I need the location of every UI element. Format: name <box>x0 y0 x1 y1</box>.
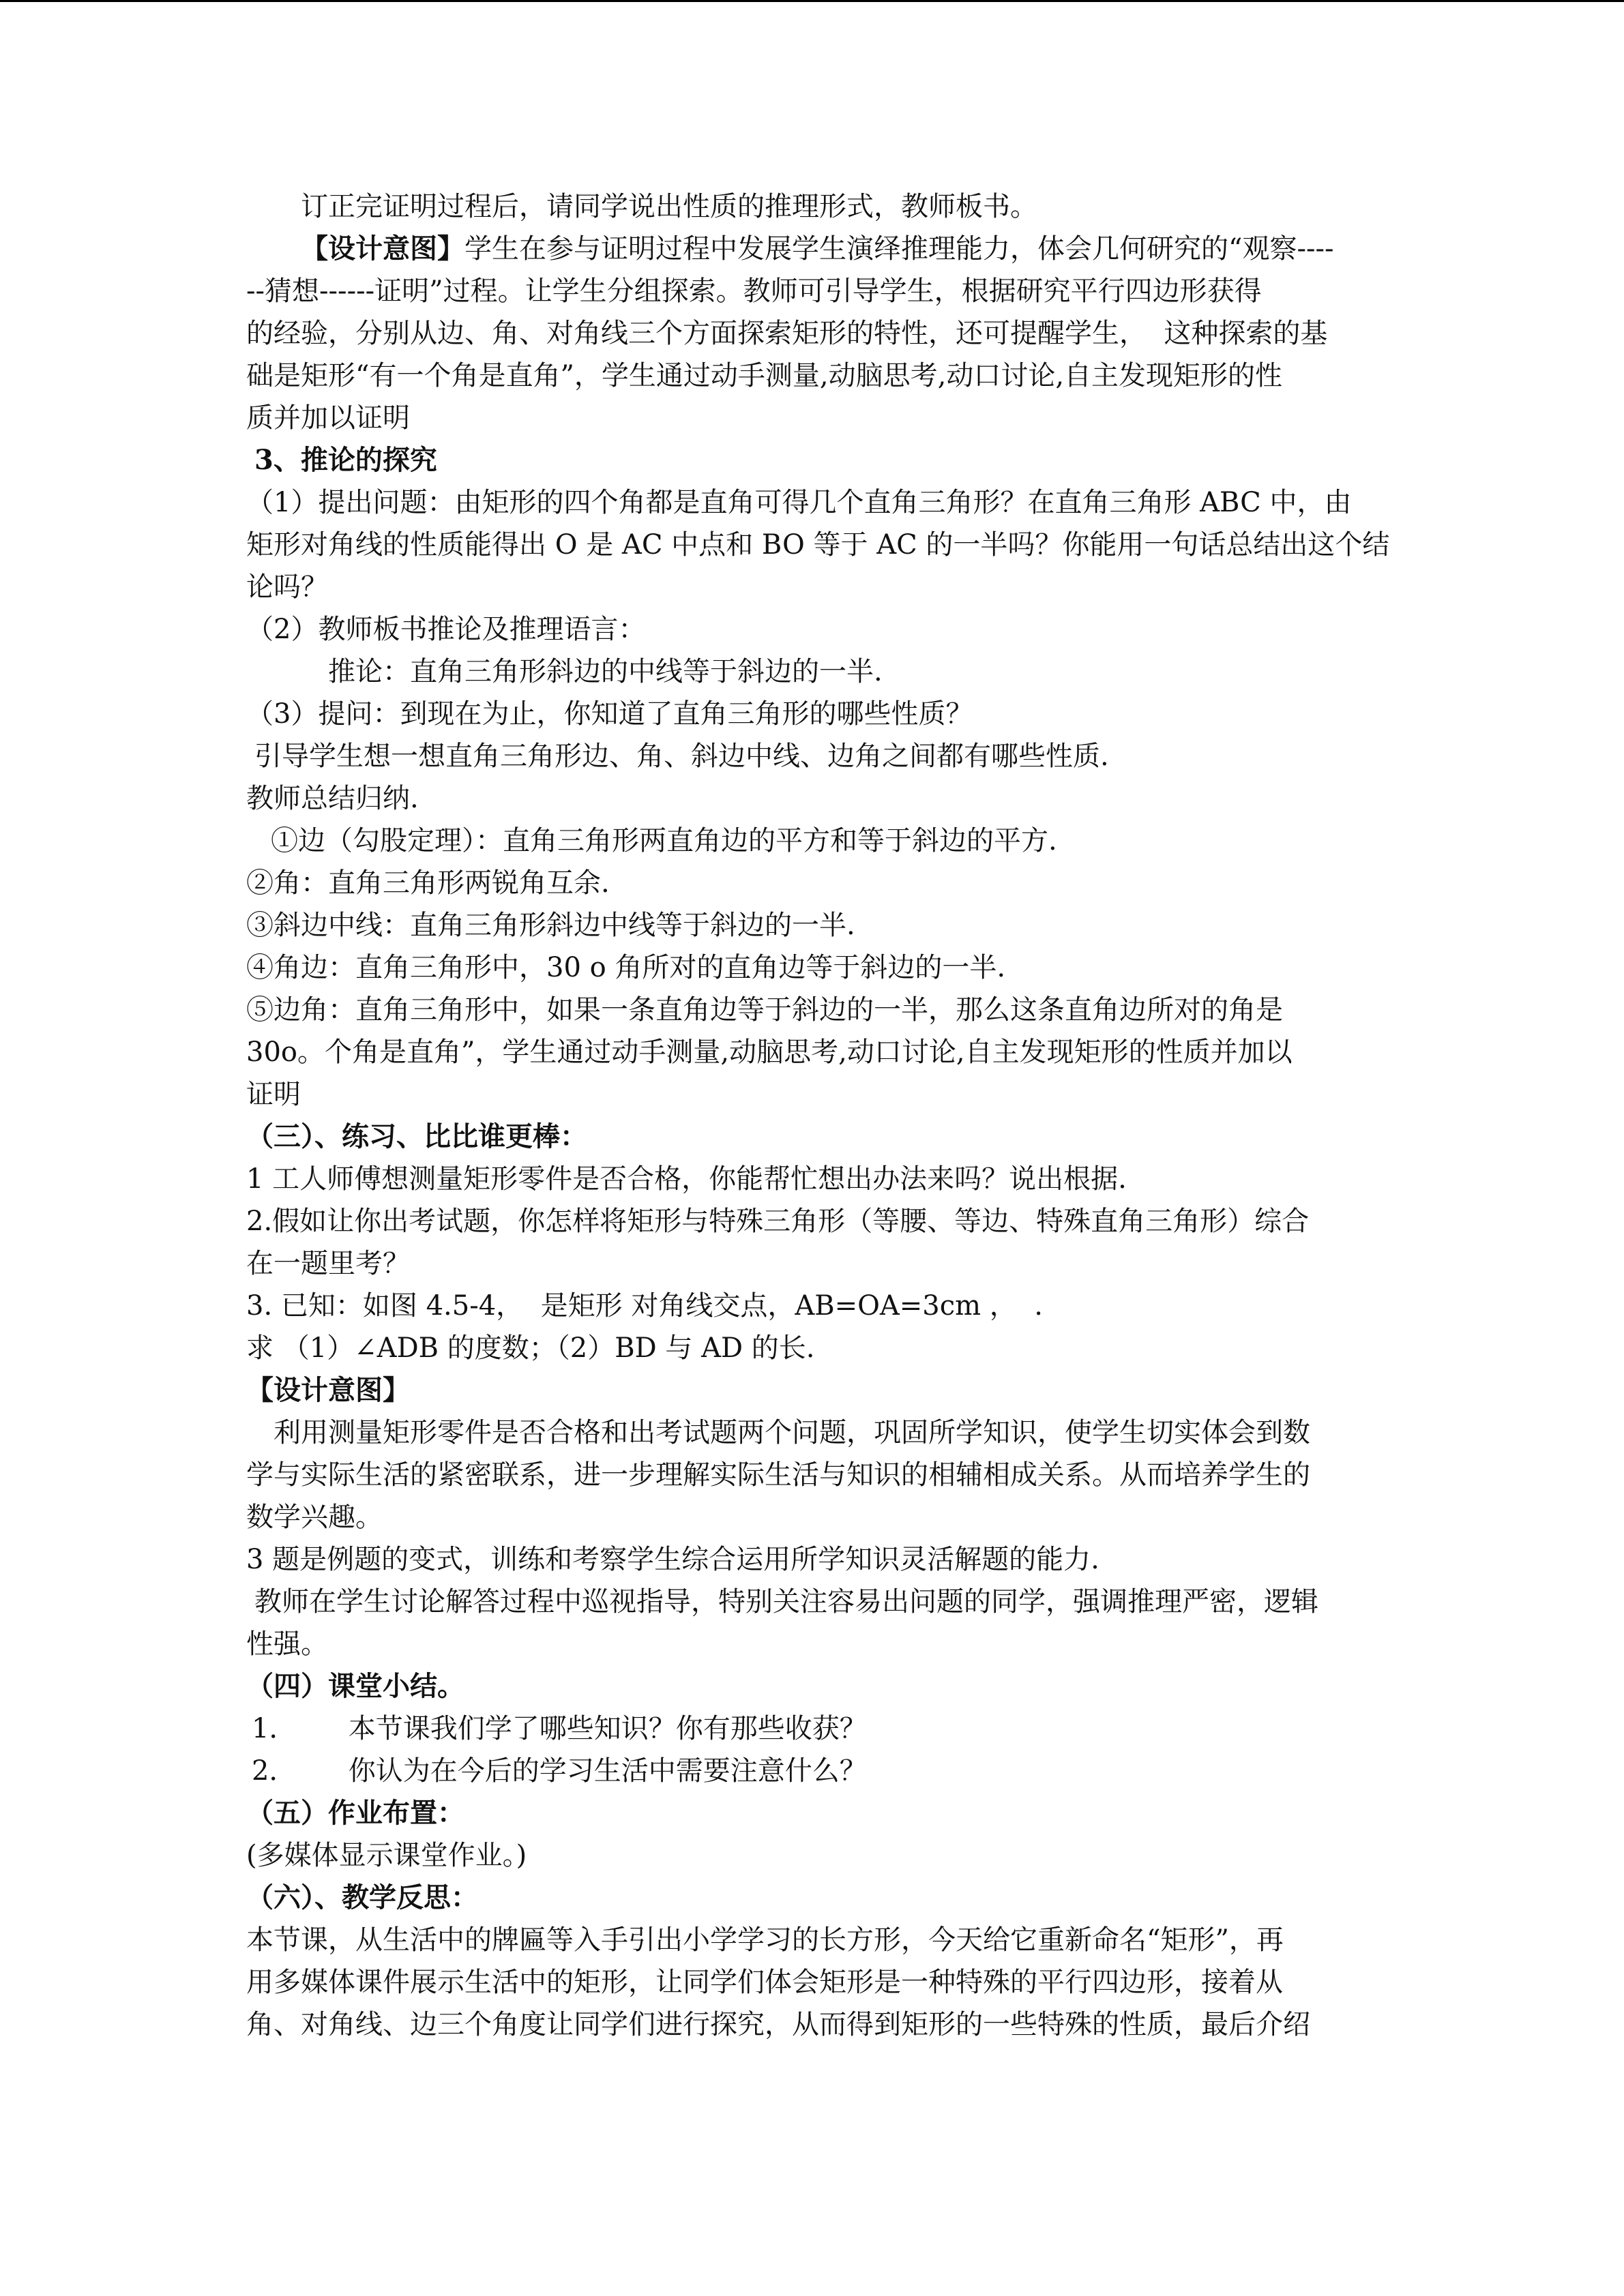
exercise-item: 3. 已知：如图 4.5-4， 是矩形 对角线交点，AB=OA=3cm ， . <box>246 1290 1043 1322</box>
section-heading: （四）课堂小结。 <box>246 1670 464 1702</box>
text-line: 证明 <box>246 1079 301 1110</box>
text-line: 数学兴趣。 <box>246 1502 383 1533</box>
text-line: 3 题是例题的变式，训练和考察学生综合运用所学知识灵活解题的能力. <box>246 1544 1099 1575</box>
text-line: (多媒体显示课堂作业。) <box>246 1840 527 1871</box>
design-intent-paragraph: 【设计意图】学生在参与证明过程中发展学生演绎推理能力，体会几何研究的“观察---- <box>301 233 1334 265</box>
text-line: 角、对角线、边三个角度让同学们进行探究，从而得到矩形的一些特殊的性质，最后介绍 <box>246 2009 1310 2040</box>
text-line: （2）教师板书推论及推理语言： <box>246 614 646 645</box>
page-top-border <box>0 0 1624 2</box>
text-line: 性强。 <box>246 1628 328 1660</box>
text-line: 论吗？ <box>246 571 328 603</box>
property-item: ④角边：直角三角形中，30 o 角所对的直角边等于斜边的一半. <box>246 952 1006 983</box>
text-line: 本节课，从生活中的牌匾等入手引出小学学习的长方形，今天给它重新命名“矩形”，再 <box>246 1924 1284 1956</box>
document-page <box>246 185 1390 2046</box>
corollary-line: 推论：直角三角形斜边的中线等于斜边的一半. <box>328 656 883 687</box>
text-line: 30o。个角是直角”，学生通过动手测量,动脑思考,动口讨论,自主发现矩形的性质并加以 <box>246 1037 1293 1068</box>
exercise-item: 2.假如让你出考试题，你怎样将矩形与特殊三角形（等腰、等边、特殊直角三角形）综合 <box>246 1206 1310 1237</box>
property-item: ①边（勾股定理）：直角三角形两直角边的平方和等于斜边的平方. <box>271 825 1057 856</box>
text-line: 础是矩形“有一个角是直角”，学生通过动手测量,动脑思考,动口讨论,自主发现矩形的性 <box>246 360 1283 391</box>
property-item: ②角：直角三角形两锐角互余. <box>246 867 610 899</box>
text-line: 利用测量矩形零件是否合格和出考试题两个问题，巩固所学知识，使学生切实体会到数 <box>274 1417 1310 1448</box>
property-item: ③斜边中线：直角三角形斜边中线等于斜边的一半. <box>246 910 855 941</box>
section-heading: 【设计意图】 <box>246 1374 410 1406</box>
text-line: --猜想------证明”过程。让学生分组探索。教师可引导学生，根据研究平行四边形获得 <box>246 275 1262 307</box>
text-line: 教师在学生讨论解答过程中巡视指导，特别关注容易出问题的同学，强调推理严密，逻辑 <box>254 1586 1318 1617</box>
section-heading: （六）、教学反思： <box>246 1881 478 1913</box>
text-line: 质并加以证明 <box>246 402 410 434</box>
exercise-item: 1 工人师傅想测量矩形零件是否合格，你能帮忙想出办法来吗？说出根据. <box>246 1163 1127 1195</box>
text-line: 的经验，分别从边、角、对角线三个方面探索矩形的特性，还可提醒学生， 这种探索的基 <box>246 318 1328 349</box>
text-line: 在一题里考？ <box>246 1248 410 1279</box>
text-line: 用多媒体课件展示生活中的矩形，让同学们体会矩形是一种特殊的平行四边形，接着从 <box>246 1967 1283 1998</box>
text-line: 学与实际生活的紧密联系，进一步理解实际生活与知识的相辅相成关系。从而培养学生的 <box>246 1459 1310 1491</box>
summary-item: 2． 你认为在今后的学习生活中需要注意什么？ <box>252 1755 867 1787</box>
text-line: 求 （1）∠ADB 的度数；（2）BD 与 AD 的长. <box>246 1332 815 1364</box>
text-line: 引导学生想一想直角三角形边、角、斜边中线、边角之间都有哪些性质. <box>254 741 1109 772</box>
text-line: （1）提出问题：由矩形的四个角都是直角可得几个直角三角形？在直角三角形 ABC 中，由 <box>246 487 1352 518</box>
summary-item: 1． 本节课我们学了哪些知识？你有那些收获？ <box>252 1713 867 1744</box>
text-line: 订正完证明过程后，请同学说出性质的推理形式，教师板书。 <box>301 191 1037 222</box>
section-heading: （五）作业布置： <box>246 1797 464 1829</box>
text-line: （3）提问：到现在为止，你知道了直角三角形的哪些性质？ <box>246 698 973 730</box>
property-item: ⑤边角：直角三角形中，如果一条直角边等于斜边的一半，那么这条直角边所对的角是 <box>246 994 1283 1026</box>
text-line: 矩形对角线的性质能得出 O 是 AC 中点和 BO 等于 AC 的一半吗？你能用一句话总结出这个结 <box>246 529 1390 561</box>
section-heading: （三）、练习、比比谁更棒： <box>246 1120 587 1152</box>
section-heading: 3、推论的探究 <box>254 444 437 476</box>
text-line: 教师总结归纳. <box>246 783 419 814</box>
